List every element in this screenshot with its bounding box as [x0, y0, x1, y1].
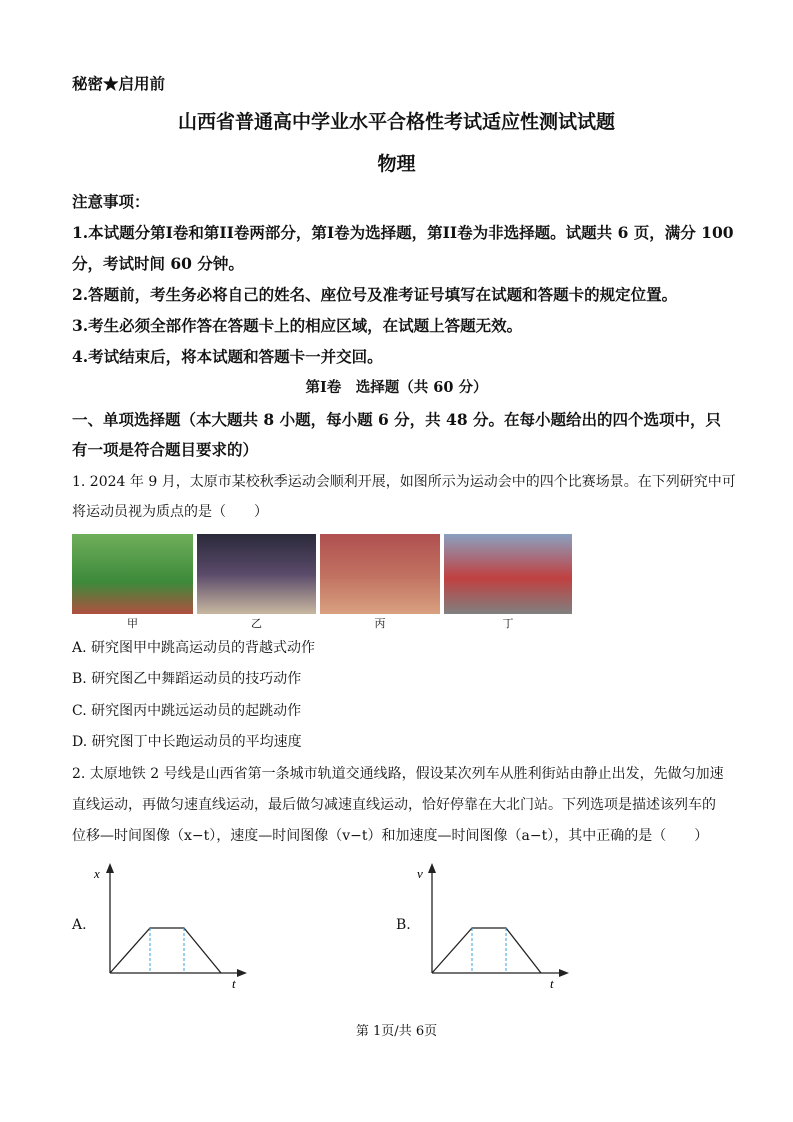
notes-heading: 注意事项： [72, 192, 150, 211]
question-1-stem: 将运动员视为质点的是（ ） [72, 504, 268, 520]
photo-caption: 乙 [251, 617, 262, 630]
photo-caption: 丁 [502, 617, 514, 630]
photo-high-jump [72, 534, 193, 614]
subject-title: 物理 [377, 153, 416, 175]
graph-b [412, 860, 582, 990]
note-item: 1.本试题分第I卷和第II卷两部分，第I卷为选择题，第II卷为非选择题。试题共 6 页，满分 100 [72, 223, 734, 242]
graph-a-label: A. [72, 917, 87, 933]
axis-label-x: x [94, 866, 100, 881]
page-title: 山西省普通高中学业水平合格性考试适应性测试试题 [177, 111, 615, 133]
photo-long-run [444, 534, 572, 614]
question-2-stem: 2. 太原地铁 2 号线是山西省第一条城市轨道交通线路，假设某次列车从胜利街站由静止出发，先做匀加速 [72, 766, 724, 782]
graph-b-label: B. [396, 917, 411, 933]
question-1-stem: 1. 2024 年 9 月，太原市某校秋季运动会顺利开展，如图所示为运动会中的四个比赛场景。在下列研究中可 [72, 474, 736, 490]
axis-label-v: v [417, 866, 423, 881]
axis-label-t: t [550, 976, 554, 990]
photo-dance [197, 534, 316, 614]
note-item: 3.考生必须全部作答在答题卡上的相应区域，在试题上答题无效。 [72, 316, 523, 335]
secret-label: 秘密★启用前 [72, 74, 166, 93]
option-a: A. 研究图甲中跳高运动员的背越式动作 [72, 640, 316, 656]
section-instructions: 一、单项选择题（本大题共 8 小题，每小题 6 分，共 48 分。在每小题给出的四个选项中，只 [72, 410, 722, 429]
section-instructions: 有一项是符合题目要求的） [72, 440, 259, 459]
note-item: 分，考试时间 60 分钟。 [72, 254, 244, 273]
note-item: 2.答题前，考生务必将自己的姓名、座位号及准考证号填写在试题和答题卡的规定位置。 [72, 285, 678, 304]
question-2-stem: 位移—时间图像（x−t），速度—时间图像（v−t）和加速度—时间图像（a−t），其中正确的是（ ） [72, 828, 709, 844]
graph-a [90, 860, 260, 990]
axis-label-t: t [232, 976, 236, 990]
option-c: C. 研究图丙中跳远运动员的起跳动作 [72, 703, 302, 719]
page-footer: 第 1页/共 6页 [355, 1024, 438, 1039]
option-d: D. 研究图丁中长跑运动员的平均速度 [72, 734, 302, 750]
photo-long-jump [320, 534, 440, 614]
option-b: B. 研究图乙中舞蹈运动员的技巧动作 [72, 671, 302, 687]
question-2-stem: 直线运动，再做匀速直线运动，最后做匀减速直线运动，恰好停靠在大北门站。下列选项是描述该列车的 [72, 797, 716, 813]
photo-caption: 丙 [374, 617, 386, 630]
photo-caption: 甲 [127, 617, 138, 630]
note-item: 4.考试结束后，将本试题和答题卡一并交回。 [72, 347, 383, 366]
section-title: 第I卷 选择题（共 60 分） [305, 379, 488, 396]
